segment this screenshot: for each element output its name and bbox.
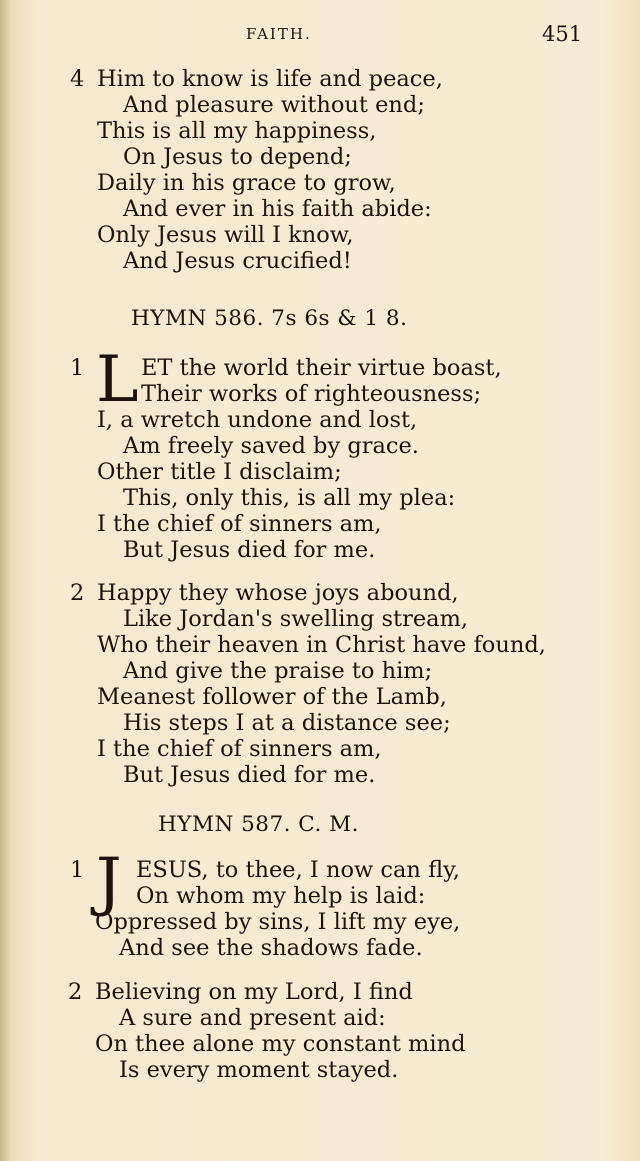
- stanza-number: 2: [70, 580, 85, 606]
- drop-cap: L: [96, 343, 139, 417]
- verse-line: I the chief of sinners am,: [97, 511, 382, 537]
- verse-line: Only Jesus will I know,: [97, 222, 354, 248]
- verse-line: But Jesus died for me.: [123, 537, 376, 563]
- verse-line: This, only this, is all my plea:: [123, 485, 456, 511]
- verse-line: Oppressed by sins, I lift my eye,: [95, 909, 461, 935]
- verse-line: But Jesus died for me.: [123, 762, 376, 788]
- stanza-number: 2: [68, 979, 83, 1005]
- verse-line: Like Jordan's swelling stream,: [123, 606, 469, 632]
- verse-line: And Jesus crucified!: [123, 248, 352, 274]
- page-number: 451: [542, 22, 583, 46]
- verse-line: Daily in his grace to grow,: [97, 170, 396, 196]
- verse-line: ET the world their virtue boast,: [141, 355, 502, 381]
- verse-line: His steps I at a distance see;: [123, 710, 451, 736]
- verse-line: Him to know is life and peace,: [97, 66, 443, 92]
- stanza-number: 1: [70, 355, 85, 381]
- verse-line: And pleasure without end;: [123, 92, 425, 118]
- verse-line: Their works of righteousness;: [141, 381, 482, 407]
- verse-line: And give the praise to him;: [123, 658, 433, 684]
- verse-line: On whom my help is laid:: [136, 883, 426, 909]
- page-gutter-shadow: [0, 0, 10, 1161]
- hymn-heading: HYMN 586. 7s 6s & 1 8.: [131, 306, 408, 331]
- running-head: [0, 22, 640, 52]
- verse-line: Am freely saved by grace.: [123, 433, 419, 459]
- stanza-number: 4: [70, 66, 85, 92]
- verse-line: ESUS, to thee, I now can fly,: [136, 857, 460, 883]
- verse-line: Is every moment stayed.: [119, 1057, 399, 1083]
- verse-line: Believing on my Lord, I find: [95, 979, 413, 1005]
- verse-line: Other title I disclaim;: [97, 459, 342, 485]
- verse-line: This is all my happiness,: [97, 118, 377, 144]
- stanza-number: 1: [70, 857, 85, 883]
- verse-line: Happy they whose joys abound,: [97, 580, 459, 606]
- verse-line: On Jesus to depend;: [123, 144, 352, 170]
- hymn-heading: HYMN 587. C. M.: [158, 812, 360, 837]
- verse-line: A sure and present aid:: [119, 1005, 386, 1031]
- verse-line: I the chief of sinners am,: [97, 736, 382, 762]
- verse-line: Meanest follower of the Lamb,: [97, 684, 447, 710]
- verse-line: On thee alone my constant mind: [95, 1031, 466, 1057]
- verse-line: Who their heaven in Christ have found,: [97, 632, 546, 658]
- running-head-title: FAITH.: [246, 25, 312, 43]
- drop-cap: J: [96, 845, 122, 919]
- verse-line: And see the shadows fade.: [119, 935, 423, 961]
- verse-line: I, a wretch undone and lost,: [97, 407, 418, 433]
- verse-line: And ever in his faith abide:: [123, 196, 432, 222]
